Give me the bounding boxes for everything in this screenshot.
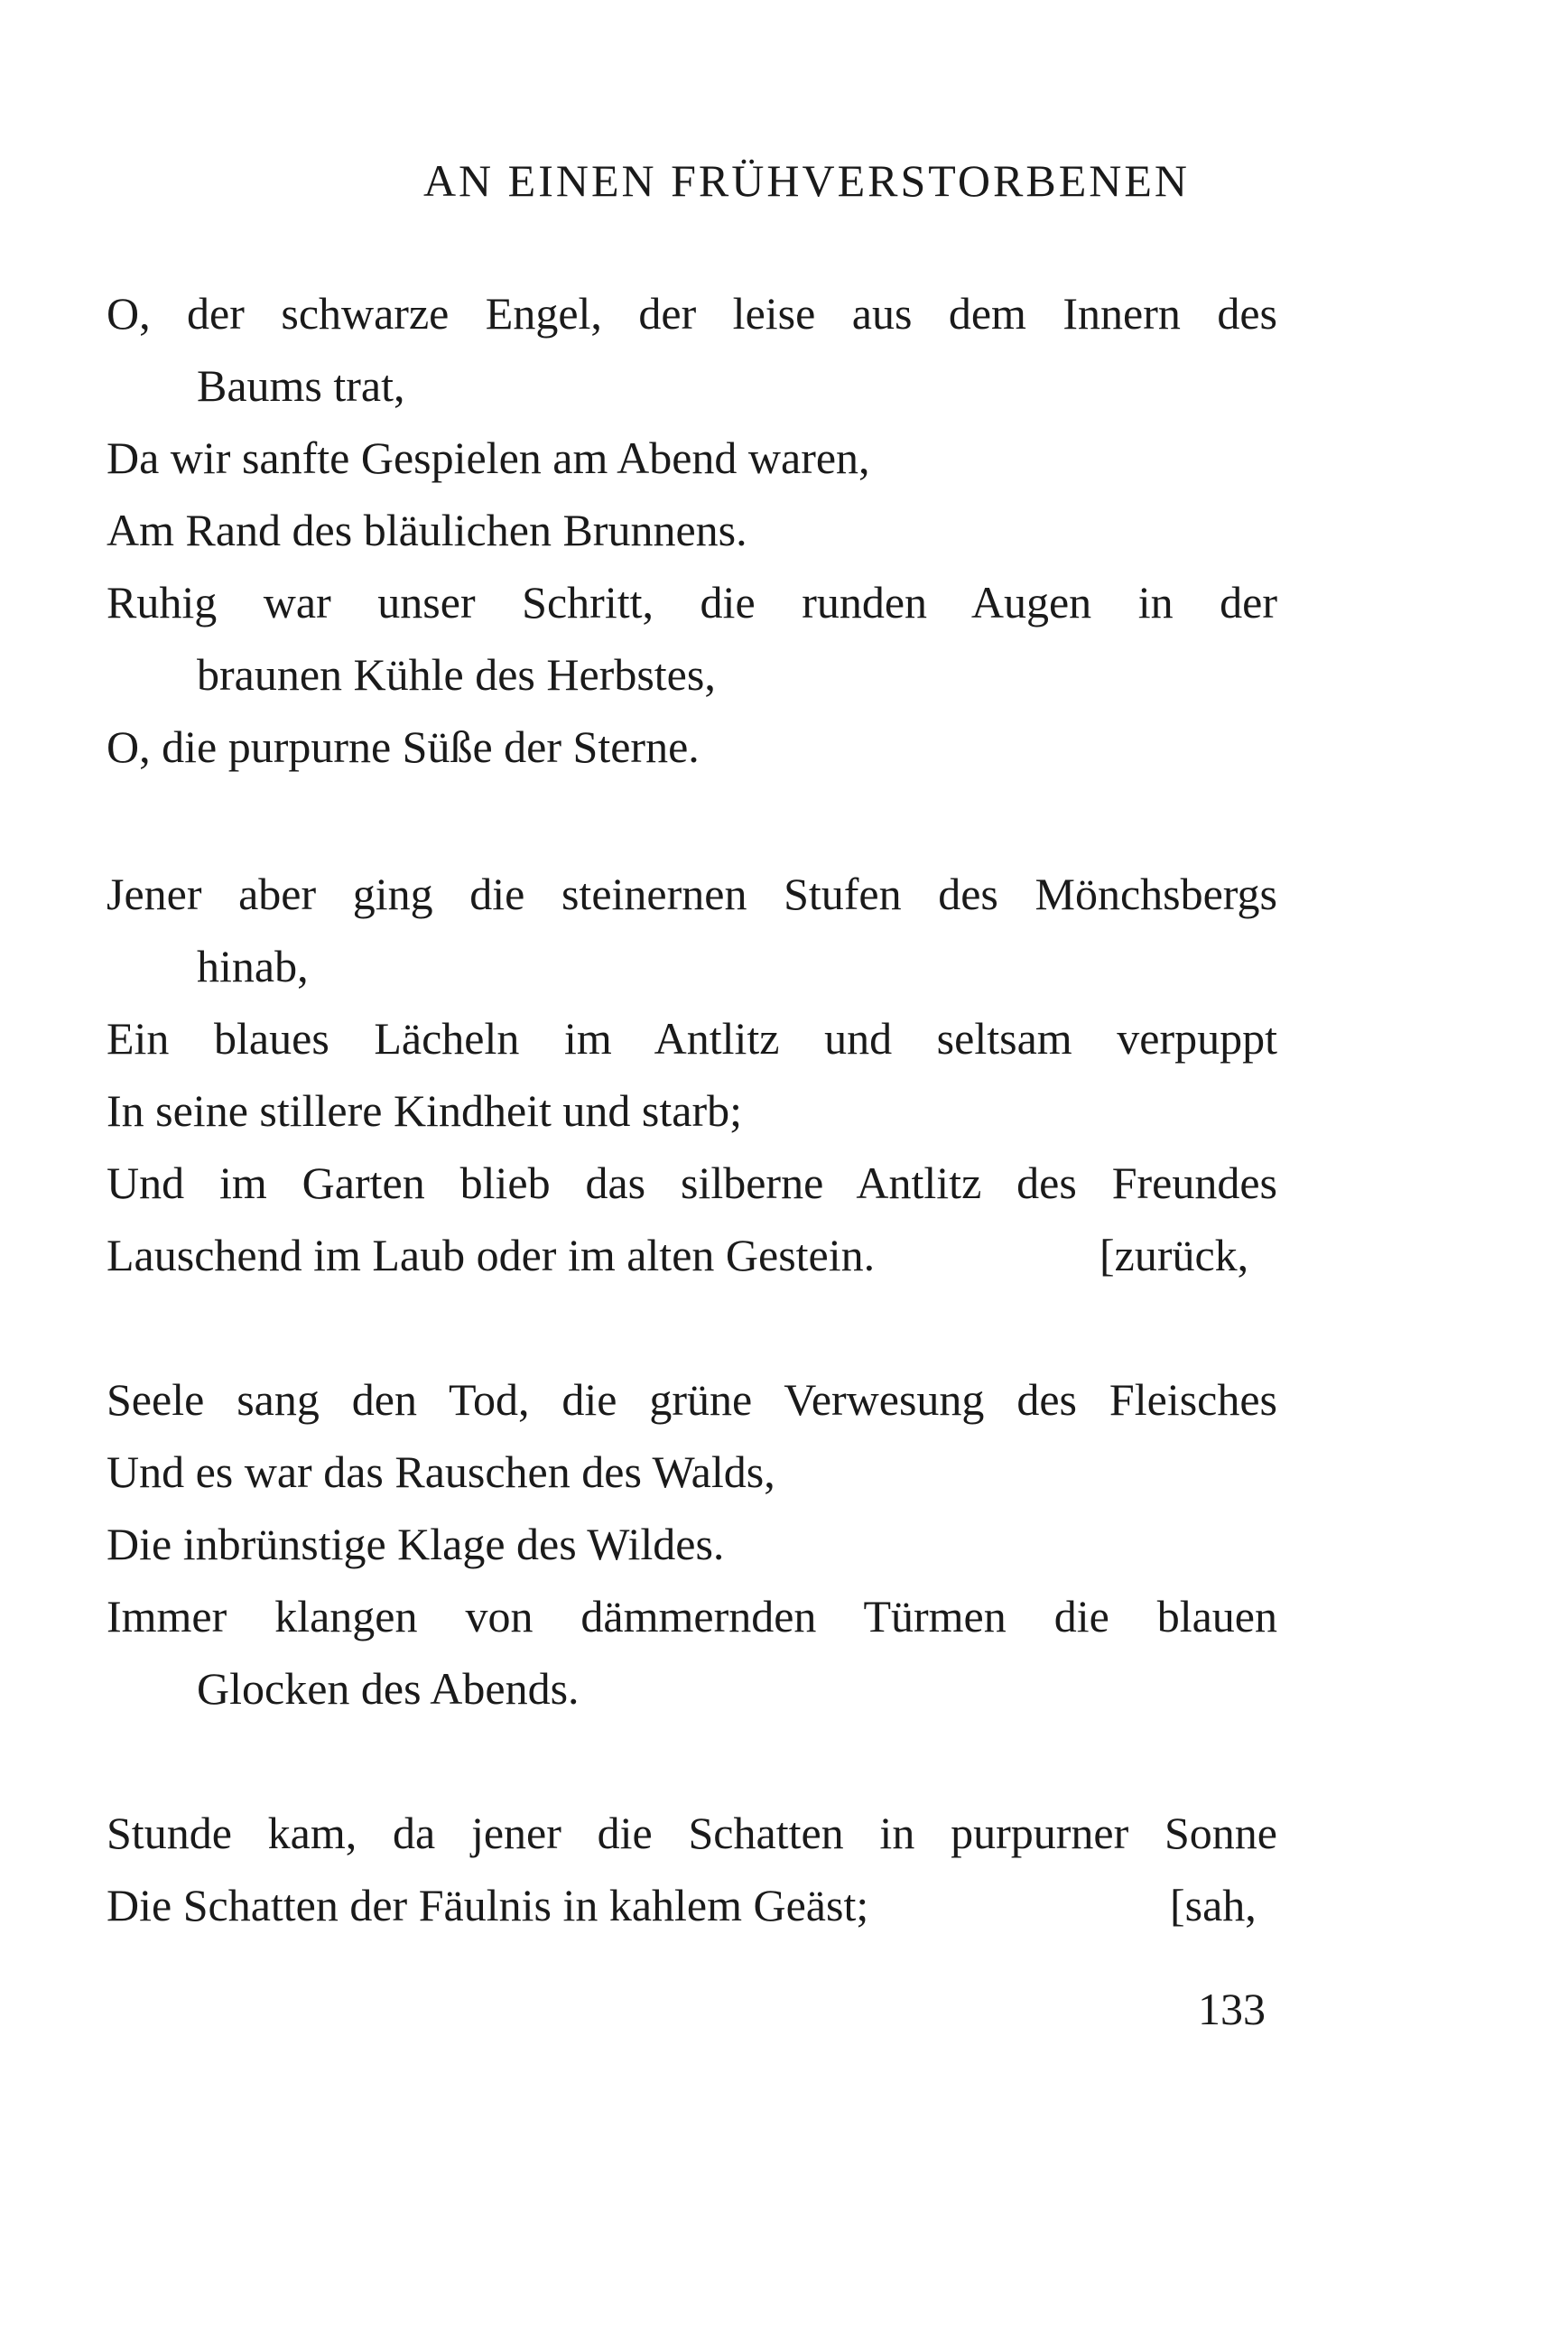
poem-title: AN EINEN FRÜHVERSTORBENEN xyxy=(422,155,1191,206)
verse-line: Da wir sanfte Gespielen am Abend waren, xyxy=(107,432,870,483)
verse-line-continuation: Baums trat, xyxy=(197,360,405,411)
verse-line: Am Rand des bläulichen Brunnens. xyxy=(107,505,747,555)
verse-line-continuation: hinab, xyxy=(197,941,309,991)
verse-line: O, der schwarze Engel, der leise aus dem Innern des xyxy=(107,288,1277,339)
verse-line: Und es war das Rauschen des Walds, xyxy=(107,1446,775,1497)
verse-line: Die inbrünstige Klage des Wildes. xyxy=(107,1519,725,1569)
verse-line-carryover: [sah, xyxy=(1170,1880,1257,1930)
verse-line: Die Schatten der Fäulnis in kahlem Geäst; xyxy=(107,1880,869,1930)
verse-line: Stunde kam, da jener die Schatten in purpurner Sonne xyxy=(107,1808,1277,1858)
verse-line: Immer klangen von dämmernden Türmen die blauen xyxy=(107,1591,1277,1641)
verse-line: Ruhig war unser Schritt, die runden Augen in der xyxy=(107,577,1277,628)
verse-line-continuation: braunen Kühle des Herbstes, xyxy=(197,649,716,700)
verse-line: O, die purpurne Süße der Sterne. xyxy=(107,721,700,772)
verse-line: Seele sang den Tod, die grüne Verwesung des Fleisches xyxy=(107,1374,1277,1425)
verse-line: Ein blaues Lächeln im Antlitz und seltsam verpuppt xyxy=(107,1013,1277,1064)
verse-line: In seine stillere Kindheit und starb; xyxy=(107,1085,743,1136)
page-number: 133 xyxy=(1198,1984,1266,2034)
verse-line: Jener aber ging die steinernen Stufen des Mönchsbergs xyxy=(107,869,1277,919)
verse-line: Und im Garten blieb das silberne Antlitz des Freundes xyxy=(107,1158,1277,1208)
verse-line-carryover: [zurück, xyxy=(1099,1230,1249,1280)
verse-line: Lauschend im Laub oder im alten Gestein. xyxy=(107,1230,876,1280)
verse-line-continuation: Glocken des Abends. xyxy=(197,1663,580,1714)
